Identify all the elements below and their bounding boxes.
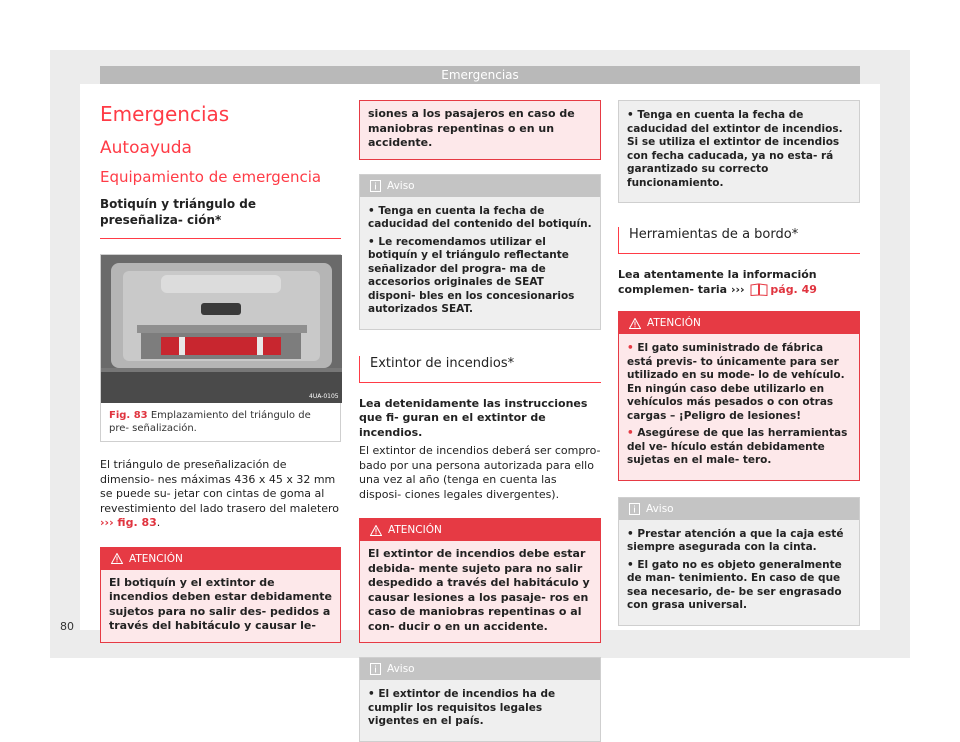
note-item: • El extintor de incendios ha de cumplir los requisitos legales vigentes en el país. bbox=[368, 688, 556, 727]
info-note-icon bbox=[370, 663, 381, 675]
body-paragraph: El extintor de incendios deberá ser compro- bado por una persona autorizada para ello una vez al año (tenga en cuenta las disposi- ciones legales divergentes). bbox=[359, 444, 601, 501]
note-item: • Le recomendamos utilizar el botiquín y el triángulo reflectante señalizador del progra- ma de accesorios originales de SEAT disponi- bles en los concesionarios autorizados SEAT. bbox=[368, 235, 575, 315]
note-box-continued bbox=[618, 100, 860, 203]
note-header bbox=[360, 175, 600, 197]
note-title: Aviso bbox=[646, 502, 674, 515]
note-item-text: Tenga en cuenta la fecha de caducidad del contenido del botiquín. bbox=[368, 204, 592, 230]
paragraph-text: Lea atentamente la información complemen- taria bbox=[618, 268, 817, 296]
note-header bbox=[360, 658, 600, 680]
section-title: Autoayuda bbox=[100, 138, 192, 158]
warning-title: ATENCIÓN bbox=[388, 524, 442, 536]
note-item: • Tenga en cuenta la fecha de caducidad del extintor de incendios. Si se utiliza el extintor de incendios con fecha caducada, ya no esta- rá garantizado su correcto funcionamiento. bbox=[627, 109, 843, 189]
intro-paragraph bbox=[618, 268, 860, 297]
trunk-illustration bbox=[101, 255, 342, 403]
warning-box bbox=[359, 518, 601, 643]
figure-caption-ref: Fig. 83 bbox=[109, 410, 148, 421]
info-note-icon bbox=[629, 503, 640, 515]
warning-header bbox=[619, 312, 859, 334]
note-item-text: Prestar atención a que la caja esté siempre asegurada con la cinta. bbox=[627, 527, 844, 553]
trunk-photo bbox=[101, 255, 342, 403]
page-header: Emergencias bbox=[100, 66, 860, 84]
warning-text: El extintor de incendios debe estar debida- mente sujeto para no salir despedido a través del habitáculo y causar lesiones a los pasaje- ros en caso de maniobras repentinas o al con- ducir o en un accidente. bbox=[368, 547, 590, 633]
body-paragraph bbox=[100, 458, 341, 531]
note-item-text: Le recomendamos utilizar el botiquín y el triángulo reflectante señalizador del progra- ma de accesorios originales de SEAT disponi- bles en los concesionarios autorizados SEAT. bbox=[368, 235, 575, 315]
section-heading: Extintor de incendios* bbox=[359, 356, 601, 383]
warning-item-text: Asegúrese de que las herramientas del ve- hículo están debidamente sujetas en el male- tero. bbox=[627, 427, 848, 466]
warning-triangle-icon bbox=[111, 553, 123, 564]
warning-triangle-icon bbox=[629, 318, 641, 329]
warning-item: • Asegúrese de que las herramientas del ve- hículo están debidamente sujetas en el male- tero. bbox=[627, 427, 848, 466]
note-item-text: Tenga en cuenta la fecha de caducidad del extintor de incendios. Si se utiliza el extintor de incendios con fecha caducada, ya no esta- rá garantizado su correcto funcionamiento. bbox=[627, 109, 843, 189]
note-body bbox=[360, 680, 600, 741]
topic-title: Botiquín y triángulo de preseñaliza- ción* bbox=[100, 196, 341, 239]
note-body bbox=[619, 520, 859, 625]
note-box bbox=[618, 497, 860, 626]
note-item: • Prestar atención a que la caja esté siempre asegurada con la cinta. bbox=[627, 527, 844, 553]
warning-box bbox=[618, 311, 860, 481]
paragraph-end: . bbox=[156, 516, 161, 529]
note-item: • Tenga en cuenta la fecha de caducidad del contenido del botiquín. bbox=[368, 204, 592, 230]
warning-triangle-icon bbox=[370, 525, 382, 536]
figure-link[interactable]: ››› fig. 83 bbox=[100, 516, 157, 529]
warning-body bbox=[360, 101, 600, 159]
column-1 bbox=[100, 84, 341, 643]
warning-title: ATENCIÓN bbox=[129, 552, 183, 565]
warning-item-text: El gato suministrado de fábrica está previs- to únicamente para ser utilizado en su mode- lo de vehículo. En ningún caso debe utilizarlo en vehículos más pesados o con otras cargas – ¡Peligro de lesiones! bbox=[627, 342, 845, 422]
paragraph-text: El triángulo de preseñalización de dimensio- nes máximas 436 x 45 x 32 mm se puede su- jetar con cintas de goma al revestimiento del lado trasero del maletero bbox=[100, 458, 340, 515]
note-body bbox=[619, 101, 859, 202]
figure-caption bbox=[101, 403, 340, 441]
warning-title: ATENCIÓN bbox=[647, 317, 701, 329]
figure-caption-text: Emplazamiento del triángulo de pre- señalización. bbox=[109, 410, 311, 434]
warning-box bbox=[100, 547, 341, 643]
warning-body bbox=[619, 334, 859, 480]
page-content bbox=[80, 84, 880, 727]
column-2 bbox=[359, 84, 601, 742]
warning-body bbox=[360, 541, 600, 642]
note-box bbox=[359, 657, 601, 742]
note-box bbox=[359, 174, 601, 330]
warning-header bbox=[360, 519, 600, 541]
warning-text: siones a los pasajeros en caso de maniobras repentinas o en un accidente. bbox=[368, 107, 575, 149]
book-icon bbox=[750, 283, 768, 296]
column-3 bbox=[618, 84, 860, 626]
note-title: Aviso bbox=[387, 663, 415, 675]
warning-body bbox=[101, 570, 340, 642]
note-item: • El gato no es objeto generalmente de man- tenimiento. En caso de que sea necesario, de- be ser engrasado con grasa universal. bbox=[627, 558, 842, 611]
warning-box-continued bbox=[359, 100, 601, 160]
note-item-text: El extintor de incendios ha de cumplir los requisitos legales vigentes en el país. bbox=[368, 688, 556, 727]
figure-83 bbox=[100, 254, 341, 442]
warning-header bbox=[101, 548, 340, 570]
note-body bbox=[360, 197, 600, 329]
page-link[interactable]: pág. 49 bbox=[770, 282, 817, 296]
section-heading: Herramientas de a bordo* bbox=[618, 227, 860, 254]
reference-arrow: ››› bbox=[730, 282, 745, 296]
note-title: Aviso bbox=[387, 179, 415, 192]
subsection-title: Equipamiento de emergencia bbox=[100, 168, 322, 186]
info-note-icon bbox=[370, 180, 381, 192]
figure-code: 4UA-0105 bbox=[309, 393, 339, 400]
page-number: 80 bbox=[60, 620, 74, 633]
warning-item: • El gato suministrado de fábrica está previs- to únicamente para ser utilizado en su mode- lo de vehículo. En ningún caso debe utilizarlo en vehículos más pesados o con otras cargas – ¡Peligro de lesiones! bbox=[627, 342, 845, 422]
intro-paragraph: Lea detenidamente las instrucciones que fi- guran en el extintor de incendios. bbox=[359, 396, 588, 439]
note-header bbox=[619, 498, 859, 520]
note-item-text: El gato no es objeto generalmente de man- tenimiento. En caso de que sea necesario, de- be ser engrasado con grasa universal. bbox=[627, 558, 842, 611]
chapter-title: Emergencias bbox=[100, 102, 230, 126]
warning-text: El botiquín y el extintor de incendios deben estar debidamente sujetos para no salir des- pedidos a través del habitáculo y causar le- bbox=[109, 575, 333, 632]
